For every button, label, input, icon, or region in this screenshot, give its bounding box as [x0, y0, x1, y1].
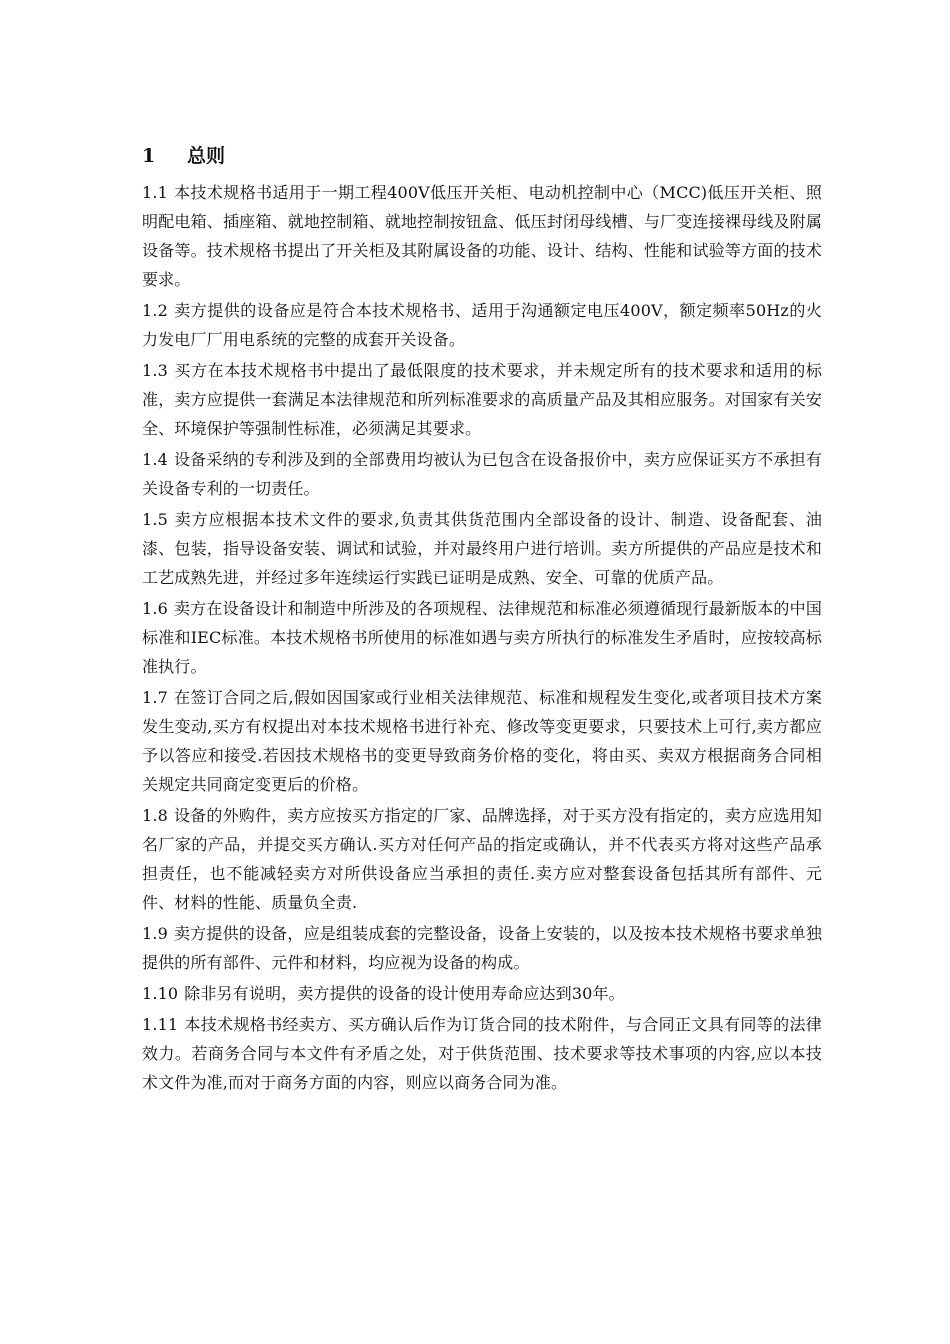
section-heading: [142, 142, 822, 170]
clause-text: 本技术规格书经卖方、买方确认后作为订货合同的技术附件，与合同正文具有同等的法律效力。若商务合同与本文件有矛盾之处，对于供货范围、技术要求等技术事项的内容,应以本技术文件为准,而对于商务方面的内容，则应以商务合同为准。: [142, 1015, 822, 1092]
clause-1-8: [142, 801, 822, 917]
clause-number: 1.8: [142, 806, 168, 825]
clause-number: 1.6: [142, 599, 168, 618]
clause-1-9: [142, 919, 822, 977]
clause-number: 1.7: [142, 688, 168, 707]
section-title: 总则: [187, 145, 226, 167]
clause-text: 本技术规格书适用于一期工程400V低压开关柜、电动机控制中心（MCC)低压开关柜、照明配电箱、插座箱、就地控制箱、就地控制按钮盒、低压封闭母线槽、与厂变连接裸母线及附属设备等。技术规格书提出了开关柜及其附属设备的功能、设计、结构、性能和试验等方面的技术要求。: [142, 183, 822, 289]
clause-1-4: [142, 445, 822, 503]
clause-1-1: [142, 178, 822, 294]
clause-1-3: [142, 356, 822, 443]
clause-text: 在签订合同之后,假如因国家或行业相关法律规范、标准和规程发生变化,或者项目技术方案发生变动,买方有权提出对本技术规格书进行补充、修改等变更要求，只要技术上可行,卖方都应予以答应和接受.若因技术规格书的变更导致商务价格的变化，将由买、卖双方根据商务合同相关规定共同商定变更后的价格。: [142, 688, 822, 794]
clause-1-11: [142, 1010, 822, 1097]
clause-text: 除非另有说明，卖方提供的设备的设计使用寿命应达到30年。: [184, 984, 625, 1003]
clause-1-2: [142, 296, 822, 354]
section-number: 1: [142, 145, 156, 167]
clause-1-7: [142, 683, 822, 799]
document-body: [142, 142, 822, 1099]
clause-number: 1.1: [142, 183, 168, 202]
clause-number: 1.10: [142, 984, 179, 1003]
clause-text: 设备采纳的专利涉及到的全部费用均被认为已包含在设备报价中，卖方应保证买方不承担有关设备专利的一切责任。: [142, 450, 822, 498]
clause-text: 卖方在设备设计和制造中所涉及的各项规程、法律规范和标准必须遵循现行最新版本的中国标准和IEC标准。本技术规格书所使用的标准如遇与卖方所执行的标准发生矛盾时，应按较高标准执行。: [142, 599, 822, 676]
clause-number: 1.3: [142, 361, 168, 380]
clause-number: 1.2: [142, 301, 168, 320]
clause-1-6: [142, 594, 822, 681]
clause-text: 买方在本技术规格书中提出了最低限度的技术要求，并未规定所有的技术要求和适用的标准，卖方应提供一套满足本法律规范和所列标准要求的高质量产品及其相应服务。对国家有关安全、环境保护等强制性标准，必须满足其要求。: [142, 361, 822, 438]
clause-number: 1.4: [142, 450, 168, 469]
clause-number: 1.5: [142, 510, 168, 529]
clause-text: 设备的外购件，卖方应按买方指定的厂家、品牌选择，对于买方没有指定的，卖方应选用知名厂家的产品，并提交买方确认.买方对任何产品的指定或确认，并不代表买方将对这些产品承担责任，也不能减轻卖方对所供设备应当承担的责任.卖方应对整套设备包括其所有部件、元件、材料的性能、质量负全责.: [142, 806, 822, 912]
clause-1-10: [142, 979, 822, 1008]
clause-text: 卖方提供的设备，应是组装成套的完整设备，设备上安装的，以及按本技术规格书要求单独提供的所有部件、元件和材料，均应视为设备的构成。: [142, 924, 822, 972]
clause-1-5: [142, 505, 822, 592]
clause-text: 卖方提供的设备应是符合本技术规格书、适用于沟通额定电压400V，额定频率50Hz的火力发电厂厂用电系统的完整的成套开关设备。: [142, 301, 822, 349]
clause-text: 卖方应根据本技术文件的要求,负责其供货范围内全部设备的设计、制造、设备配套、油漆、包装，指导设备安装、调试和试验，并对最终用户进行培训。卖方所提供的产品应是技术和工艺成熟先进，并经过多年连续运行实践已证明是成熟、安全、可靠的优质产品。: [142, 510, 822, 587]
clause-number: 1.11: [142, 1015, 179, 1034]
clause-number: 1.9: [142, 924, 168, 943]
